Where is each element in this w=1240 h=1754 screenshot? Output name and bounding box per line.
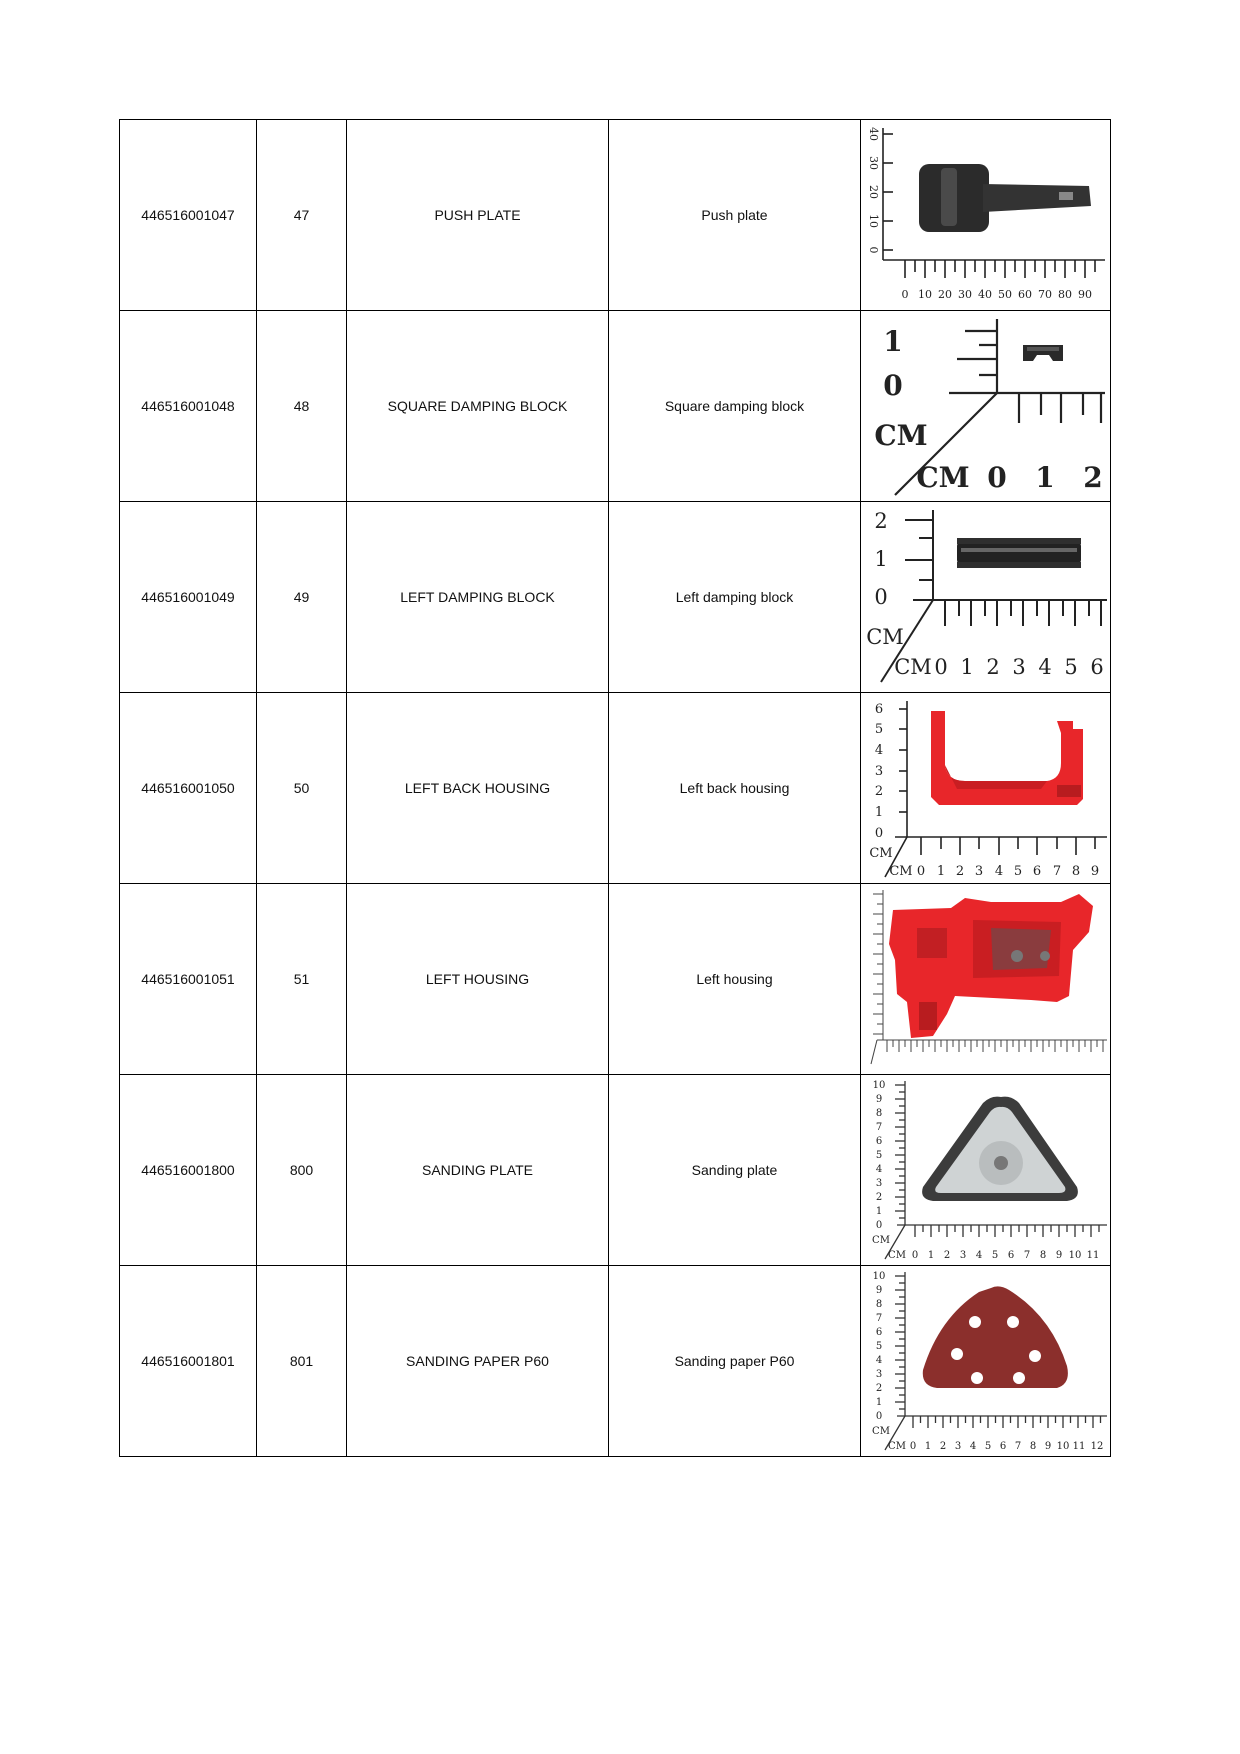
left-damping-block-photo [861,502,1111,692]
part-name: SQUARE DAMPING BLOCK [347,311,609,502]
scale-unit: CM [894,655,932,679]
scale-label: 1 [883,325,903,358]
scale-label: 90 [1078,288,1092,301]
scale-unit: CM [888,1250,906,1261]
part-code: 446516001047 [120,120,257,311]
scale-label: 10 [872,1080,886,1091]
scale-label: 4 [975,1250,983,1261]
part-number: 50 [257,693,347,884]
scale-label: 1 [960,655,974,679]
part-name: SANDING PLATE [347,1075,609,1266]
part-code: 446516001049 [120,502,257,693]
scale-label: 80 [1058,288,1072,301]
part-image-cell [861,884,1111,1075]
table-row [120,120,1111,311]
scale-label: 5 [984,1441,992,1452]
scale-label: 10 [867,214,880,228]
scale-label: 0 [987,461,1007,494]
scale-label: 8 [1071,864,1081,879]
scale-label: 8 [1029,1441,1037,1452]
push-plate-photo [861,120,1111,310]
scale-label: 4 [1038,655,1052,679]
scale-label: 2 [939,1441,947,1452]
scale-label: 2 [875,1383,883,1394]
table-row [120,1266,1111,1457]
scale-label: 50 [998,288,1012,301]
scale-label: 4 [994,864,1004,879]
scale-label: 10 [918,288,932,301]
scale-label: 3 [874,764,884,779]
scale-label: 1 [875,1206,883,1217]
scale-label: 1 [936,864,946,879]
part-image-cell [861,1075,1111,1266]
scale-label: 6 [1090,655,1104,679]
table-row [120,502,1111,693]
table-row [120,884,1111,1075]
part-number: 800 [257,1075,347,1266]
scale-label: 4 [969,1441,977,1452]
scale-label: 6 [1032,864,1042,879]
left-back-housing-photo [861,693,1111,883]
part-description: Left damping block [609,502,861,693]
scale-label: 6 [1007,1250,1015,1261]
part-number: 51 [257,884,347,1075]
scale-label: 4 [874,743,884,758]
part-description: Sanding paper P60 [609,1266,861,1457]
scale-unit: CM [872,1426,890,1437]
scale-label: 9 [1055,1250,1063,1261]
scale-unit: CM [872,1235,890,1246]
scale-label: 9 [1090,864,1100,879]
scale-label: 7 [1023,1250,1031,1261]
part-name: LEFT DAMPING BLOCK [347,502,609,693]
scale-label: 20 [938,288,952,301]
scale-label: 11 [1072,1441,1086,1452]
scale-label: 0 [916,864,926,879]
scale-label: 9 [875,1094,883,1105]
square-damping-block-photo [861,311,1111,501]
scale-label: 5 [875,1341,883,1352]
scale-label: 0 [909,1441,917,1452]
scale-label: 6 [999,1441,1007,1452]
scale-label: 7 [1014,1441,1022,1452]
part-code: 446516001048 [120,311,257,502]
table-row [120,311,1111,502]
part-name: SANDING PAPER P60 [347,1266,609,1457]
scale-label: 1 [874,805,884,820]
scale-label: 0 [875,1411,883,1422]
part-image-cell [861,120,1111,311]
scale-label: 4 [875,1355,883,1366]
scale-label: 4 [875,1164,883,1175]
scale-unit: CM [869,846,893,861]
part-description: Square damping block [609,311,861,502]
part-description: Sanding plate [609,1075,861,1266]
part-code: 446516001801 [120,1266,257,1457]
part-number: 47 [257,120,347,311]
part-description: Left back housing [609,693,861,884]
scale-label: 3 [875,1369,883,1380]
scale-label: 12 [1090,1441,1104,1452]
scale-label: 9 [1044,1441,1052,1452]
scale-label: 8 [875,1108,883,1119]
scale-label: 6 [875,1136,883,1147]
scale-label: 3 [954,1441,962,1452]
scale-label: 10 [1068,1250,1082,1261]
scale-unit: CM [916,461,970,494]
scale-label: 7 [1052,864,1062,879]
part-description: Left housing [609,884,861,1075]
scale-label: 3 [875,1178,883,1189]
scale-label: 8 [875,1299,883,1310]
scale-label: 7 [875,1313,883,1324]
scale-label: 0 [883,369,903,402]
scale-unit: CM [874,419,928,452]
scale-label: 0 [867,246,880,254]
scale-label: 2 [1083,461,1103,494]
sanding-plate-photo [861,1075,1111,1265]
scale-unit: CM [888,1441,906,1452]
scale-label: 5 [1064,655,1078,679]
scale-label: 1 [874,547,888,571]
scale-label: 5 [991,1250,999,1261]
scale-label: 8 [1039,1250,1047,1261]
scale-label: 1 [1035,461,1055,494]
scale-label: 70 [1038,288,1052,301]
scale-label: 5 [875,1150,883,1161]
scale-label: 0 [875,1220,883,1231]
part-number: 49 [257,502,347,693]
table-row [120,1075,1111,1266]
scale-label: 3 [959,1250,967,1261]
sanding-paper-photo [861,1266,1111,1456]
scale-label: 30 [867,156,880,170]
scale-label: 1 [875,1397,883,1408]
scale-label: 0 [901,288,909,301]
part-code: 446516001800 [120,1075,257,1266]
scale-label: 7 [875,1122,883,1133]
part-image-cell [861,1266,1111,1457]
scale-label: 2 [875,1192,883,1203]
scale-label: 2 [955,864,965,879]
scale-label: 2 [874,509,888,533]
part-name: LEFT BACK HOUSING [347,693,609,884]
scale-label: 1 [924,1441,932,1452]
part-number: 48 [257,311,347,502]
part-number: 801 [257,1266,347,1457]
part-description: Push plate [609,120,861,311]
scale-label: 0 [874,826,884,841]
scale-unit: CM [866,625,904,649]
scale-label: 40 [867,127,880,141]
scale-label: 0 [874,585,888,609]
scale-label: 20 [867,185,880,199]
scale-unit: CM [889,864,913,879]
scale-label: 3 [974,864,984,879]
scale-label: 60 [1018,288,1032,301]
scale-label: 40 [978,288,992,301]
table-row [120,693,1111,884]
scale-label: 11 [1086,1250,1100,1261]
scale-label: 1 [927,1250,935,1261]
scale-label: 9 [875,1285,883,1296]
scale-label: 2 [943,1250,951,1261]
scale-label: 0 [911,1250,919,1261]
scale-label: 0 [934,655,948,679]
scale-label: 10 [1056,1441,1070,1452]
scale-label: 2 [986,655,1000,679]
scale-label: 30 [958,288,972,301]
part-name: LEFT HOUSING [347,884,609,1075]
scale-label: 2 [874,784,884,799]
scale-label: 5 [874,722,884,737]
parts-table [119,119,1111,1457]
part-image-cell [861,311,1111,502]
scale-label: 6 [875,1327,883,1338]
left-housing-photo [861,884,1111,1074]
scale-label: 6 [874,702,884,717]
part-image-cell [861,693,1111,884]
part-name: PUSH PLATE [347,120,609,311]
part-code: 446516001051 [120,884,257,1075]
part-image-cell [861,502,1111,693]
scale-label: 5 [1013,864,1023,879]
scale-label: 3 [1012,655,1026,679]
scale-label: 10 [872,1271,886,1282]
part-code: 446516001050 [120,693,257,884]
